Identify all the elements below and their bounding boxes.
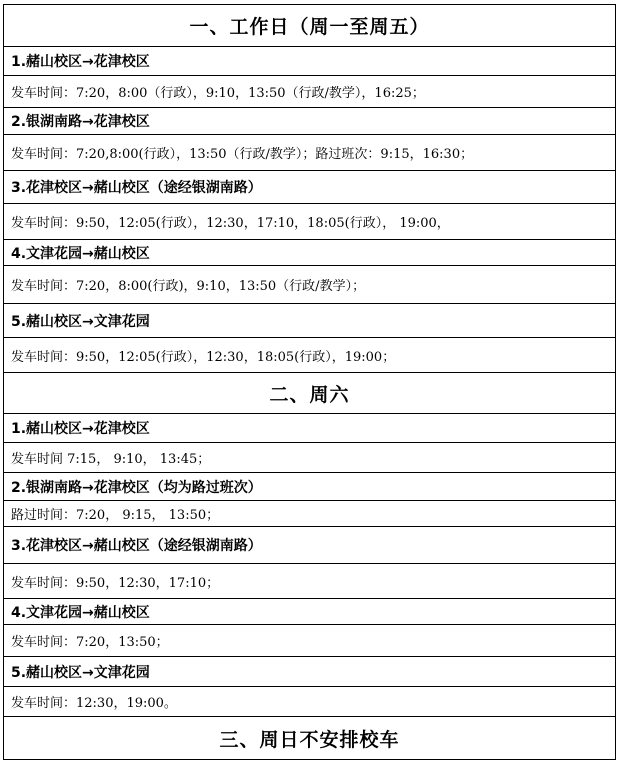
route-times: 发车时间：7:20，13:50； bbox=[4, 625, 615, 657]
route-title: 3.花津校区→赭山校区（途经银湖南路） bbox=[4, 171, 615, 204]
route-times: 发车时间 7:15， 9:10， 13:45； bbox=[4, 443, 615, 473]
route-title: 5.赭山校区→文津花园 bbox=[4, 304, 615, 338]
route-times: 路过时间：7:20， 9:15， 13:50； bbox=[4, 501, 615, 527]
route-title: 1.赭山校区→花津校区 bbox=[4, 47, 615, 76]
route-title: 1.赭山校区→花津校区 bbox=[4, 414, 615, 443]
route-times: 发车时间：7:20，8:00（行政），9:10，13:50（行政/教学），16:25； bbox=[4, 76, 615, 108]
shuttle-schedule-table bbox=[3, 4, 616, 760]
route-times: 发车时间：7:20，8:00(行政)，9:10，13:50（行政/教学）； bbox=[4, 266, 615, 304]
section-heading-weekdays: 一、工作日（周一至周五） bbox=[4, 5, 615, 47]
section-heading-sunday: 三、周日不安排校车 bbox=[219, 728, 400, 751]
route-times: 发车时间：9:50，12:05(行政），12:30，18:05(行政），19:00； bbox=[4, 338, 615, 373]
route-times: 发车时间：7:20,8:00(行政），13:50（行政/教学）；路过班次：9:15，16:30； bbox=[4, 135, 615, 171]
route-title: 2.银湖南路→花津校区 bbox=[4, 108, 615, 135]
route-title: 4.文津花园→赭山校区 bbox=[4, 240, 615, 266]
route-times: 发车时间：12:30，19:00。 bbox=[4, 687, 615, 717]
route-times: 发车时间：9:50，12:05(行政），12:30，17:10，18:05(行政）， 19:00， bbox=[4, 204, 615, 240]
route-title: 5.赭山校区→文津花园 bbox=[4, 657, 615, 687]
section-heading-saturday: 二、周六 bbox=[4, 373, 615, 414]
route-title: 3.花津校区→赭山校区（途经银湖南路） bbox=[4, 527, 615, 564]
route-times: 发车时间：9:50，12:30，17:10； bbox=[4, 564, 615, 599]
route-title: 4.文津花园→赭山校区 bbox=[4, 599, 615, 625]
route-title: 2.银湖南路→花津校区（均为路过班次） bbox=[4, 473, 615, 501]
